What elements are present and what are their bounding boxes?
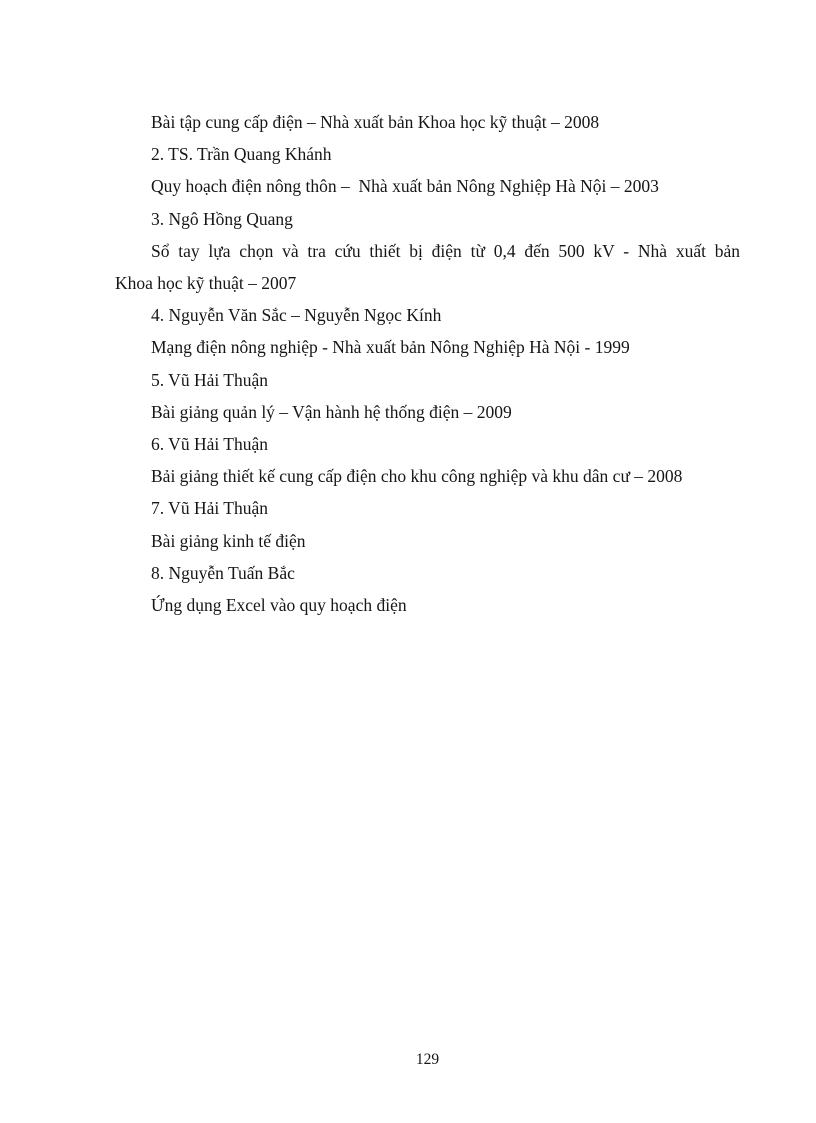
page-number: 129 [415,1051,440,1068]
reference-line: Ứng dụng Excel vào quy hoạch điện [151,595,407,616]
reference-line: Bài tập cung cấp điện – Nhà xuất bản Khoa học kỹ thuật – 2008 [151,112,600,132]
reference-line: Bài giảng quản lý – Vận hành hệ thống điện – 2009 [151,401,512,422]
reference-line: Bải giảng thiết kế cung cấp điện cho khu công nghiệp và khu dân cư – 2008 [151,466,683,487]
references-list [115,106,740,621]
reference-line: 5. Vũ Hải Thuận [151,369,268,390]
reference-line: 6. Vũ Hải Thuận [151,434,268,455]
reference-line: Sổ tay lựa chọn và tra cứu thiết bị điện từ 0,4 đến 500 kV - Nhà xuất bản [151,240,740,261]
reference-line: 2. TS. Trần Quang Khánh [151,144,332,165]
reference-line: Bài giảng kinh tế điện [151,530,306,551]
reference-line: 4. Nguyễn Văn Sắc – Nguyễn Ngọc Kính [151,305,442,326]
reference-line: 7. Vũ Hải Thuận [151,498,268,519]
reference-line: Mạng điện nông nghiệp - Nhà xuất bản Nông Nghiệp Hà Nội - 1999 [151,337,630,358]
reference-line: 8. Nguyễn Tuấn Bắc [151,562,295,583]
reference-line: Quy hoạch điện nông thôn – Nhà xuất bản Nông Nghiệp Hà Nội – 2003 [151,176,659,197]
reference-line: 3. Ngô Hồng Quang [151,208,293,229]
reference-line: Khoa học kỹ thuật – 2007 [115,273,297,294]
